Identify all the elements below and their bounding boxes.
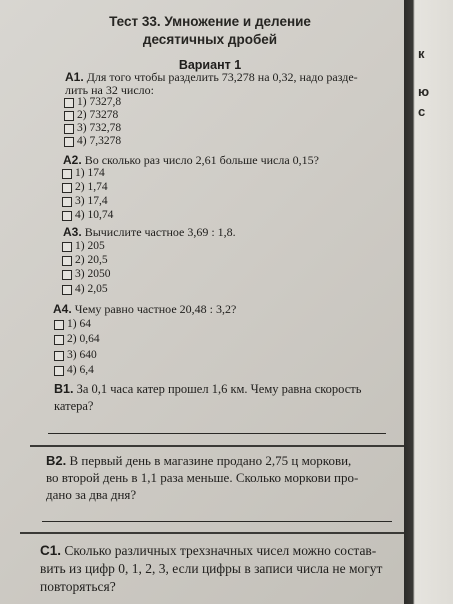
option-label: 4) 2,05	[75, 283, 108, 295]
question-number: А2.	[63, 153, 82, 167]
option-label: 1) 205	[75, 240, 105, 252]
option-a3-1[interactable]	[62, 240, 105, 253]
checkbox[interactable]	[62, 242, 72, 252]
checkbox[interactable]	[62, 197, 72, 207]
option-label: 1) 174	[75, 167, 105, 179]
question-text-cont: вить из цифр 0, 1, 2, 3, если цифры в записи числа не могут	[40, 561, 383, 576]
option-a2-3[interactable]	[62, 195, 108, 208]
question-text-cont: во второй день в 1,1 раза меньше. Сколько моркови про-	[46, 470, 359, 485]
option-a1-1[interactable]	[64, 96, 121, 109]
answer-line-b2[interactable]	[42, 521, 392, 522]
checkbox[interactable]	[62, 211, 72, 221]
question-number: В2.	[46, 453, 67, 468]
option-a1-2[interactable]	[64, 109, 118, 122]
checkbox[interactable]	[62, 270, 72, 280]
page-fragment: ю	[418, 84, 430, 99]
question-text: Во сколько раз число 2,61 больше числа 0,15?	[84, 153, 319, 167]
question-b2	[46, 452, 391, 503]
option-label: 1) 64	[67, 318, 91, 330]
option-a3-4[interactable]	[62, 283, 108, 296]
option-label: 3) 2050	[75, 268, 111, 280]
question-a4	[53, 302, 373, 316]
option-label: 1) 7327,8	[77, 96, 122, 108]
option-label: 4) 7,3278	[77, 135, 122, 147]
checkbox[interactable]	[64, 111, 74, 121]
option-a2-4[interactable]	[62, 209, 113, 222]
option-a2-2[interactable]	[62, 181, 108, 194]
question-number: А3.	[63, 225, 82, 239]
question-number: А4.	[53, 302, 72, 316]
question-text: Вычислите частное 3,69 : 1,8.	[84, 225, 236, 239]
question-text-cont: дано за два дня?	[46, 487, 137, 502]
option-label: 2) 73278	[77, 109, 119, 121]
question-text: За 0,1 часа катер прошел 1,6 км. Чему равна скорость	[76, 382, 362, 396]
page-fragment: к	[418, 46, 425, 61]
checkbox[interactable]	[54, 366, 64, 376]
page-fragment: с	[418, 104, 426, 119]
option-a2-1[interactable]	[62, 167, 105, 180]
test-title-line1: Тест 33. Умножение и деление	[109, 14, 311, 29]
question-text-cont: повторяться?	[40, 579, 116, 594]
question-number: С1.	[40, 543, 62, 558]
separator	[30, 445, 420, 447]
separator	[20, 532, 420, 534]
checkbox[interactable]	[54, 335, 64, 345]
question-text: лить на 32 число:	[65, 83, 154, 97]
adjacent-page	[404, 0, 453, 604]
option-a3-3[interactable]	[62, 268, 110, 281]
checkbox[interactable]	[62, 169, 72, 179]
option-label: 2) 0,64	[67, 333, 100, 345]
checkbox[interactable]	[64, 98, 74, 108]
option-label: 4) 10,74	[75, 209, 114, 221]
option-label: 2) 20,5	[75, 254, 108, 266]
question-number: А1.	[65, 70, 84, 84]
option-a4-2[interactable]	[54, 333, 100, 346]
checkbox[interactable]	[54, 320, 64, 330]
option-label: 3) 732,78	[77, 122, 122, 134]
test-title-line2: десятичных дробей	[142, 32, 278, 47]
question-text: Сколько различных трехзначных чисел можно состав-	[64, 543, 377, 558]
question-text: Для того чтобы разделить 73,278 на 0,32, надо разде-	[86, 70, 358, 84]
question-a1-cont	[65, 83, 385, 97]
variant-label: Вариант 1	[178, 58, 242, 72]
question-a1	[65, 70, 385, 84]
question-a3	[63, 225, 383, 239]
option-label: 4) 6,4	[67, 364, 94, 376]
question-b1	[54, 381, 399, 415]
question-text: Чему равно частное 20,48 : 3,2?	[74, 302, 237, 316]
option-label: 3) 640	[67, 349, 97, 361]
checkbox[interactable]	[62, 183, 72, 193]
question-number: В1.	[54, 382, 74, 396]
option-a1-4[interactable]	[64, 135, 121, 148]
checkbox[interactable]	[62, 256, 72, 266]
option-a4-1[interactable]	[54, 318, 91, 331]
option-label: 3) 17,4	[75, 195, 108, 207]
checkbox[interactable]	[62, 285, 72, 295]
question-text-cont: катера?	[54, 399, 94, 413]
option-label: 2) 1,74	[75, 181, 108, 193]
option-a3-2[interactable]	[62, 254, 108, 267]
question-text: В первый день в магазине продано 2,75 ц моркови,	[69, 453, 352, 468]
question-c1	[40, 542, 415, 596]
option-a1-3[interactable]	[64, 122, 121, 135]
answer-line-b1[interactable]	[48, 433, 386, 434]
option-a4-3[interactable]	[54, 349, 97, 362]
checkbox[interactable]	[64, 137, 74, 147]
question-a2	[63, 153, 383, 167]
checkbox[interactable]	[54, 351, 64, 361]
option-a4-4[interactable]	[54, 364, 94, 377]
checkbox[interactable]	[64, 124, 74, 134]
